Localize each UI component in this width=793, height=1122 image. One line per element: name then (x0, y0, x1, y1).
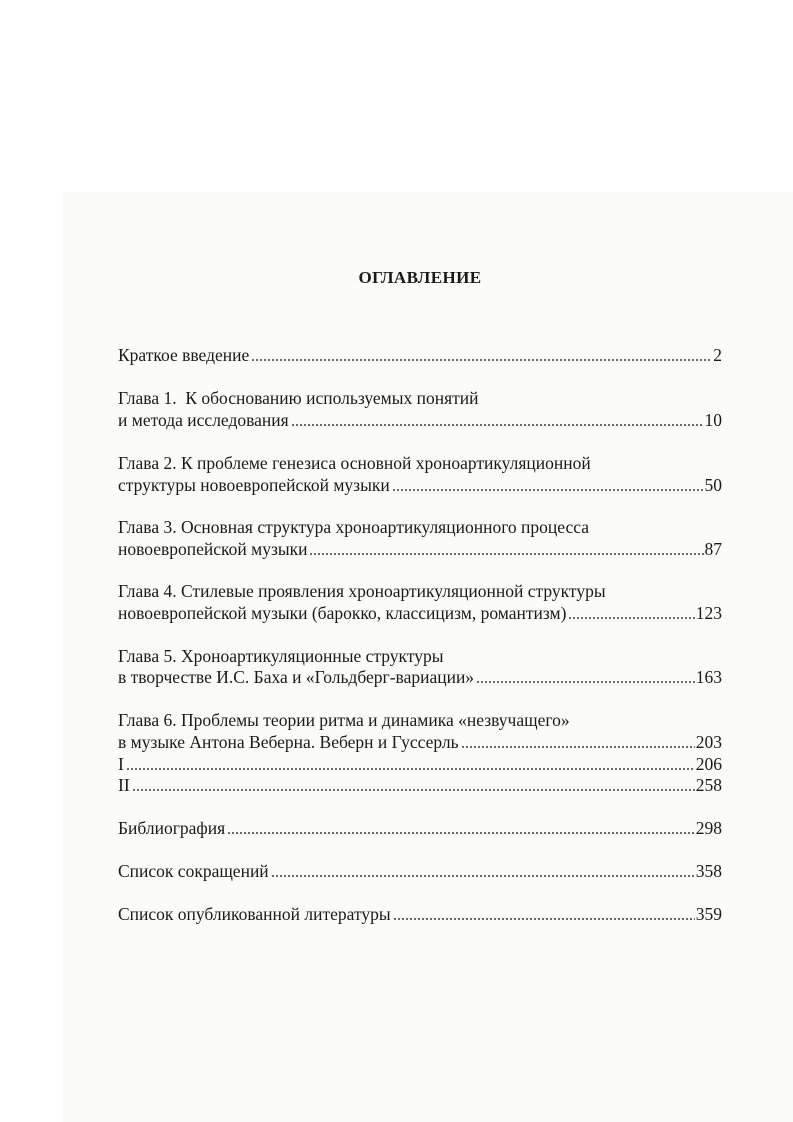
toc-entry-label: Список опубликованной литературы (118, 904, 391, 924)
toc-entry-label: I (118, 754, 124, 774)
toc-entry-abbreviations (118, 860, 722, 882)
toc-page-number: 203 (695, 732, 722, 752)
toc-page-number: 258 (695, 775, 722, 795)
toc-entry-chapter-6-line-2 (118, 731, 722, 753)
toc-page-number: 163 (695, 667, 722, 687)
toc-entry-label: Глава 2. К проблеме генезиса основной хроноартикуляционной (118, 453, 591, 473)
dot-leader (568, 617, 694, 619)
toc-entry-label: и метода исследования (118, 410, 289, 430)
page-title: ОГЛАВЛЕНИЕ (358, 268, 482, 287)
toc-entry-label: II (118, 775, 130, 795)
dot-leader (392, 489, 704, 491)
toc-entry-chapter-6-part-1 (118, 753, 722, 775)
dot-leader (309, 553, 703, 555)
toc-entry-chapter-1-line-1 (118, 387, 722, 409)
toc-entry-chapter-2-line-1 (118, 452, 722, 474)
dot-leader (476, 681, 695, 683)
toc-entry-chapter-5-line-2 (118, 666, 722, 688)
dot-leader (251, 359, 712, 361)
toc-page-number: 50 (704, 475, 722, 495)
dot-leader (227, 832, 695, 834)
dot-leader (461, 746, 695, 748)
toc-entry-publications (118, 903, 722, 925)
toc-entry-intro (118, 344, 722, 366)
toc-entry-label: новоевропейской музыки (118, 539, 308, 559)
toc-page-number: 358 (695, 861, 722, 881)
toc-entry-chapter-4-line-2 (118, 602, 722, 624)
toc-entry-label: в музыке Антона Веберна. Веберн и Гуссерль (118, 732, 459, 752)
toc-entry-label: структуры новоевропейской музыки (118, 475, 390, 495)
toc-entry-label: Библиография (118, 818, 226, 838)
toc-page-number: 87 (704, 539, 722, 559)
dot-leader (271, 875, 695, 877)
toc-page-number: 206 (695, 754, 722, 774)
toc-entry-bibliography (118, 817, 722, 839)
toc-entry-label: Глава 5. Хроноартикуляционные структуры (118, 646, 444, 666)
toc-entry-chapter-4-line-1 (118, 580, 722, 602)
toc-entry-chapter-5-line-1 (118, 645, 722, 667)
toc-entry-label: новоевропейской музыки (барокко, классицизм, романтизм) (118, 603, 567, 623)
toc-entry-label: Список сокращений (118, 861, 269, 881)
toc-entry-chapter-6-part-2 (118, 774, 722, 796)
table-of-contents (118, 0, 722, 1122)
dot-leader (291, 424, 704, 426)
toc-entry-label: Глава 6. Проблемы теории ритма и динамика «незвучащего» (118, 710, 570, 730)
dot-leader (132, 789, 695, 791)
toc-entry-chapter-1-line-2 (118, 409, 722, 431)
toc-entry-chapter-6-line-1 (118, 709, 722, 731)
toc-page-number: 298 (695, 818, 722, 838)
toc-page-number: 123 (695, 603, 722, 623)
toc-entry-label: в творчестве И.С. Баха и «Гольдберг-вариации» (118, 667, 475, 687)
dot-leader (393, 918, 695, 920)
toc-entry-chapter-2-line-2 (118, 474, 722, 496)
toc-entry-label: Глава 1. К обоснованию используемых понятий (118, 388, 479, 408)
toc-entry-chapter-3-line-2 (118, 538, 722, 560)
toc-entry-label: Глава 4. Стилевые проявления хроноартикуляционной структуры (118, 581, 606, 601)
toc-page-number: 10 (704, 410, 722, 430)
toc-entry-chapter-3-line-1 (118, 516, 722, 538)
dot-leader (126, 768, 695, 770)
toc-page-number: 359 (695, 904, 722, 924)
toc-entry-label: Краткое введение (118, 345, 250, 365)
toc-page-number: 2 (713, 345, 722, 365)
toc-entry-label: Глава 3. Основная структура хроноартикуляционного процесса (118, 517, 590, 537)
